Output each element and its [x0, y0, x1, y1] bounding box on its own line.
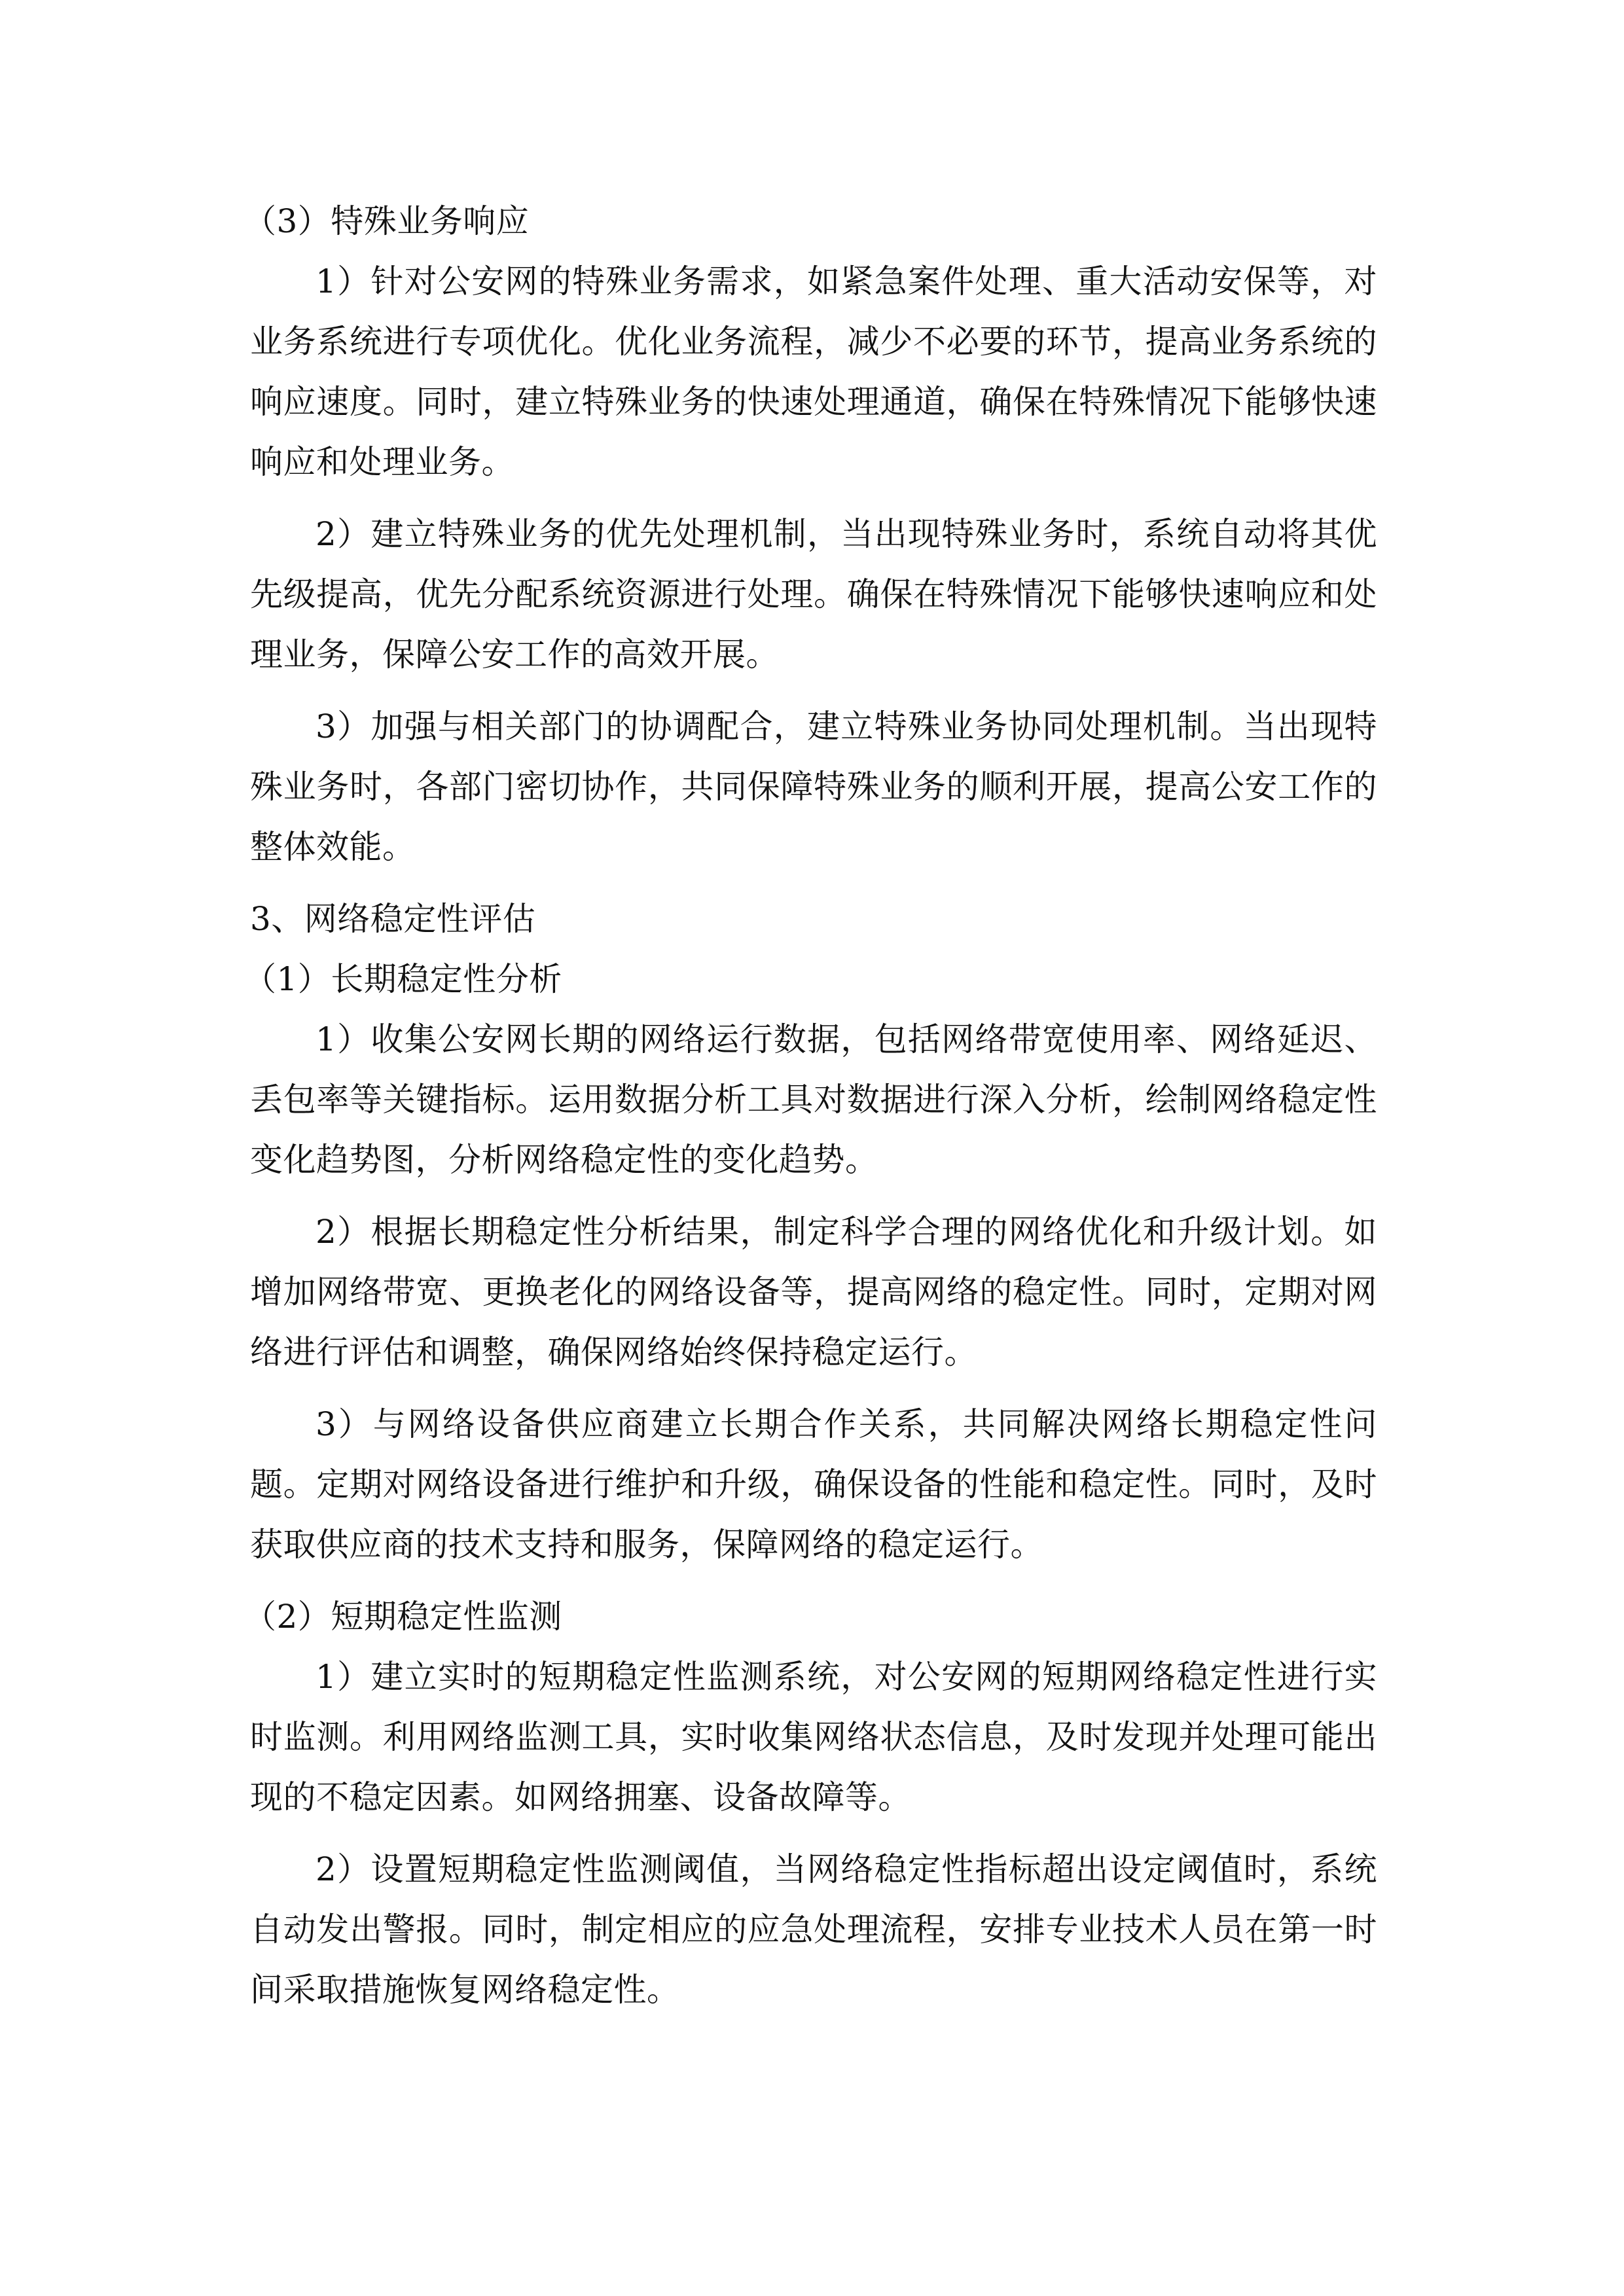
- paragraph: 1）针对公安网的特殊业务需求，如紧急案件处理、重大活动安保等，对业务系统进行专项优化。优化业务流程，减少不必要的环节，提高业务系统的响应速度。同时，建立特殊业务的快速处理通道，确保在特殊情况下能够快速响应和处理业务。: [250, 262, 1377, 481]
- paragraph: 1）收集公安网长期的网络运行数据，包括网络带宽使用率、网络延迟、丢包率等关键指标。运用数据分析工具对数据进行深入分析，绘制网络稳定性变化趋势图，分析网络稳定性的变化趋势。: [250, 1020, 1377, 1179]
- chapter-heading-network-stability: 3、网络稳定性评估: [250, 900, 536, 938]
- paragraph: 3）与网络设备供应商建立长期合作关系，共同解决网络长期稳定性问题。定期对网络设备进行维护和升级，确保设备的性能和稳定性。同时，及时获取供应商的技术支持和服务，保障网络的稳定运行。: [250, 1405, 1377, 1564]
- section-heading-short-term-monitoring: （2）短期稳定性监测: [244, 1598, 562, 1636]
- paragraph: 2）建立特殊业务的优先处理机制，当出现特殊业务时，系统自动将其优先级提高，优先分配系统资源进行处理。确保在特殊情况下能够快速响应和处理业务，保障公安工作的高效开展。: [250, 515, 1377, 673]
- paragraph: 3）加强与相关部门的协调配合，建立特殊业务协同处理机制。当出现特殊业务时，各部门密切协作，共同保障特殊业务的顺利开展，提高公安工作的整体效能。: [250, 708, 1377, 866]
- paragraph: 1）建立实时的短期稳定性监测系统，对公安网的短期网络稳定性进行实时监测。利用网络监测工具，实时收集网络状态信息，及时发现并处理可能出现的不稳定因素。如网络拥塞、设备故障等。: [250, 1658, 1377, 1816]
- paragraph: 2）设置短期稳定性监测阈值，当网络稳定性指标超出设定阈值时，系统自动发出警报。同时，制定相应的应急处理流程，安排专业技术人员在第一时间采取措施恢复网络稳定性。: [250, 1850, 1377, 2009]
- document-body: [244, 191, 1377, 2032]
- section-heading-special-business: （3）特殊业务响应: [244, 202, 530, 240]
- paragraph: 2）根据长期稳定性分析结果，制定科学合理的网络优化和升级计划。如增加网络带宽、更换老化的网络设备等，提高网络的稳定性。同时，定期对网络进行评估和调整，确保网络始终保持稳定运行。: [250, 1213, 1377, 1371]
- section-heading-long-term-stability: （1）长期稳定性分析: [244, 960, 562, 998]
